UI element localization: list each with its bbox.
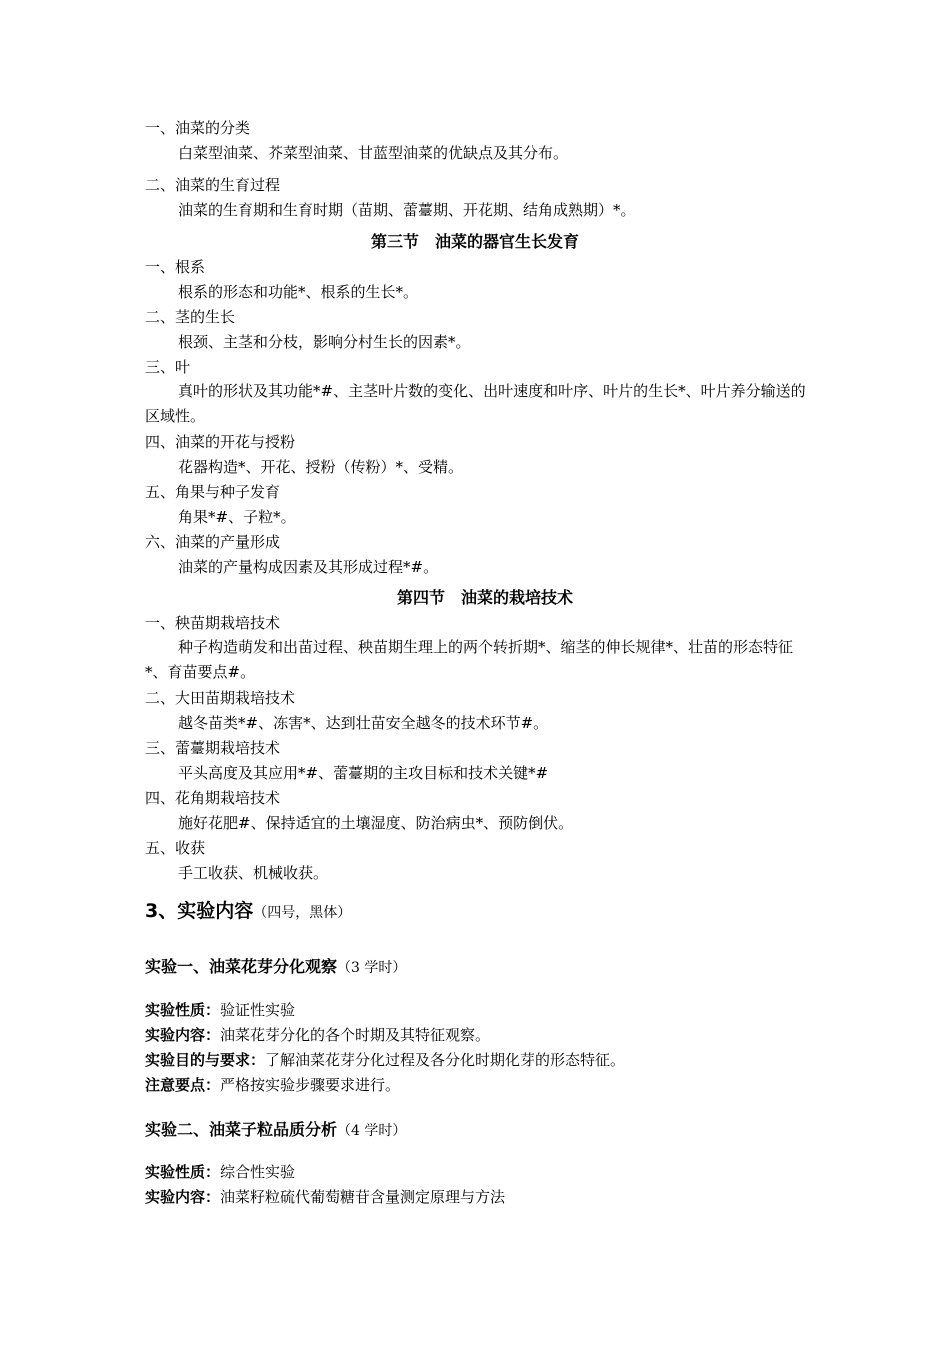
- s3-item-heading: 三、叶: [145, 358, 191, 376]
- s3-item-heading: 二、茎的生长: [145, 308, 236, 326]
- s3-item-heading: 四、油菜的开花与授粉: [145, 433, 296, 451]
- paragraph-growth-process: 油菜的生育期和生育时期（苗期、蕾薹期、开花期、结角成熟期）*。: [178, 201, 636, 219]
- s3-item-text: 花器构造*、开花、授粉（传粉）*、受精。: [178, 458, 464, 476]
- experiment-title-text: 实验一、油菜花芽分化观察: [145, 957, 338, 976]
- s4-item-heading: 二、大田苗期栽培技术: [145, 689, 296, 707]
- experiment-field: [145, 1075, 400, 1095]
- s3-item-heading: 五、角果与种子发育: [145, 483, 281, 501]
- s3-item-text: 根系的形态和功能*、根系的生长*。: [178, 283, 419, 301]
- experiments-heading-note: （四号，黑体）: [253, 905, 352, 921]
- field-value: 验证性实验: [220, 1001, 296, 1019]
- section-4-title: 第四节 油菜的栽培技术: [396, 588, 573, 607]
- field-key: 实验性质：: [145, 1001, 221, 1019]
- s3-item-heading: 六、油菜的产量形成: [145, 533, 281, 551]
- experiments-heading-text: 3、实验内容: [145, 900, 254, 922]
- s4-item-text: 平头高度及其应用*#、蕾薹期的主攻目标和技术关键*#: [178, 764, 549, 782]
- experiment-title-text: 实验二、油菜子粒品质分析: [145, 1120, 338, 1139]
- s4-item-text: 手工收获、机械收获。: [178, 864, 329, 882]
- s3-item-text: 真叶的形状及其功能*#、主茎叶片数的变化、出叶速度和叶序、叶片的生长*、叶片养分输送的区域性。: [145, 382, 806, 425]
- experiment-field: [145, 1025, 490, 1045]
- s4-item-text: 种子构造萌发和出苗过程、秧苗期生理上的两个转折期*、缩茎的伸长规律*、壮苗的形态特征*、育苗要点#。: [145, 638, 794, 681]
- section-3-title: 第三节 油菜的器官生长发育: [370, 232, 579, 251]
- s3-item-text: 根颈、主茎和分枝，影响分村生长的因素*。: [178, 333, 471, 351]
- field-value: 综合性实验: [220, 1163, 296, 1181]
- experiment-title: [145, 956, 406, 979]
- field-value: 了解油菜花芽分化过程及各分化时期化芽的形态特征。: [265, 1051, 626, 1069]
- field-key: 实验内容：: [145, 1026, 221, 1044]
- experiment-field: [145, 1187, 505, 1207]
- field-key: 实验目的与要求：: [145, 1051, 266, 1069]
- field-value: 油菜籽粒硫代葡萄糖苷含量测定原理与方法: [220, 1188, 506, 1206]
- experiments-heading: [145, 898, 351, 926]
- field-key: 实验内容：: [145, 1188, 221, 1206]
- experiment-field: [145, 1000, 295, 1020]
- s4-item-heading: 四、花角期栽培技术: [145, 789, 281, 807]
- field-key: 实验性质：: [145, 1163, 221, 1181]
- s4-item-text: 施好花肥#、保持适宜的土壤湿度、防治病虫*、预防倒伏。: [178, 814, 574, 832]
- s3-item-text: 角果*#、子粒*。: [178, 508, 296, 526]
- experiment-title: [145, 1119, 406, 1142]
- field-key: 注意要点：: [145, 1076, 221, 1094]
- s3-item-heading: 一、根系: [145, 258, 206, 276]
- s4-item-heading: 五、收获: [145, 839, 206, 857]
- s4-item-heading: 三、蕾薹期栽培技术: [145, 739, 281, 757]
- field-value: 严格按实验步骤要求进行。: [220, 1076, 401, 1094]
- s4-item-text: 越冬苗类*#、冻害*、达到壮苗安全越冬的技术环节#。: [178, 714, 549, 732]
- experiment-hours: （3 学时）: [337, 960, 407, 976]
- s4-item-heading: 一、秧苗期栽培技术: [145, 614, 281, 632]
- heading-growth-process: 二、油菜的生育过程: [145, 176, 281, 194]
- s3-item-text: 油菜的产量构成因素及其形成过程*#。: [178, 558, 439, 576]
- heading-classification: 一、油菜的分类: [145, 119, 251, 137]
- experiment-hours: （4 学时）: [337, 1123, 407, 1139]
- experiment-field: [145, 1050, 625, 1070]
- field-value: 油菜花芽分化的各个时期及其特征观察。: [220, 1026, 491, 1044]
- experiment-field: [145, 1162, 295, 1182]
- paragraph-classification: 白菜型油菜、芥菜型油菜、甘蓝型油菜的优缺点及其分布。: [178, 144, 569, 162]
